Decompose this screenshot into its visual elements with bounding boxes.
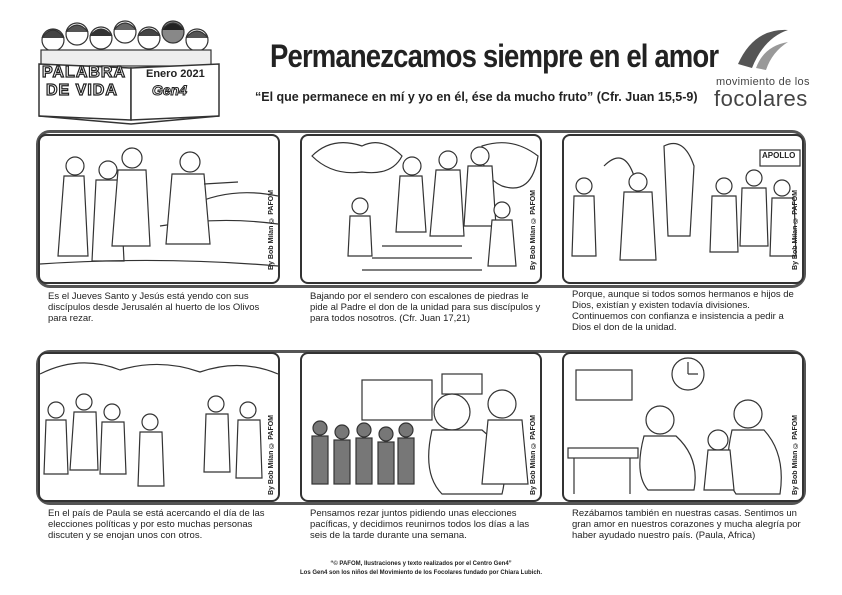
footer-copyright: “© PAFOM, Ilustraciones y texto realizados por el Centro Gen4” [330, 561, 512, 567]
comic-panel-2 [300, 134, 542, 284]
panel-2-caption: Bajando por el sendero con escalones de piedras le pide al Padre el don de la unidad para sus discípulos y para todos nosotros. (Cfr. Juan 17,21) [310, 291, 541, 324]
org-name-line2: focolares [714, 86, 808, 111]
comic-panel-6 [562, 352, 804, 502]
panel-4-credit: By Bob Milan © PAFOM [268, 415, 275, 495]
panel-3-credit: By Bob Milan © PAFOM [792, 190, 799, 270]
panel-2-credit: By Bob Milan © PAFOM [530, 190, 537, 270]
focolare-swoosh-icon [734, 24, 790, 72]
gen4-label: Gen4 [152, 82, 188, 98]
panel-4-caption: En el país de Paula se está acercando el día de las elecciones políticas y por esto muchas personas discuten y se enojan unos con otros. [48, 508, 265, 541]
month-label: Enero 2021 [146, 68, 205, 80]
footer-note: Los Gen4 son los niños del Movimiento de los Focolares fundado por Chiara Lubich. [299, 570, 543, 576]
brand-line1: PALABRA [42, 64, 127, 81]
comic-panel-1 [38, 134, 280, 284]
panel-1-credit: By Bob Milan © PAFOM [268, 190, 275, 270]
comic-panel-5 [300, 352, 542, 502]
brand-line2: DE VIDA [46, 82, 118, 99]
panel-1-caption: Es el Jueves Santo y Jesús está yendo con sus discípulos desde Jerusalén al huerto de los Olivos para rezar. [48, 291, 260, 324]
comic-panel-4 [38, 352, 280, 502]
panel-5-credit: By Bob Milan © PAFOM [530, 415, 537, 495]
page-title: Permanezcamos siempre en el amor [270, 38, 719, 74]
apollo-sign: APOLLO [762, 151, 796, 160]
panel-6-credit: By Bob Milan © PAFOM [792, 415, 799, 495]
panel-6-caption: Rezábamos también en nuestras casas. Sentimos un gran amor en nuestros corazones y mucha alegría por haber ayudado nuestro país. (Paula, Africa) [572, 508, 801, 541]
panel-3-caption: Porque, aunque si todos somos hermanos e hijos de Dios, existían y existen todavía divisiones. Continuemos con confianza e insistencia a pedir a Dios el don de la unidad. [572, 289, 794, 333]
org-name-line1: movimiento de los [716, 76, 810, 88]
panel-5-caption: Pensamos rezar juntos pidiendo unas elecciones pacíficas, y decidimos reunirnos todos los días a las seis de la tarde durante una semana. [310, 508, 530, 541]
bible-quote: “El que permanece en mí y yo en él, ése da mucho fruto” (Cfr. Juan 15,5-9) [255, 90, 698, 104]
